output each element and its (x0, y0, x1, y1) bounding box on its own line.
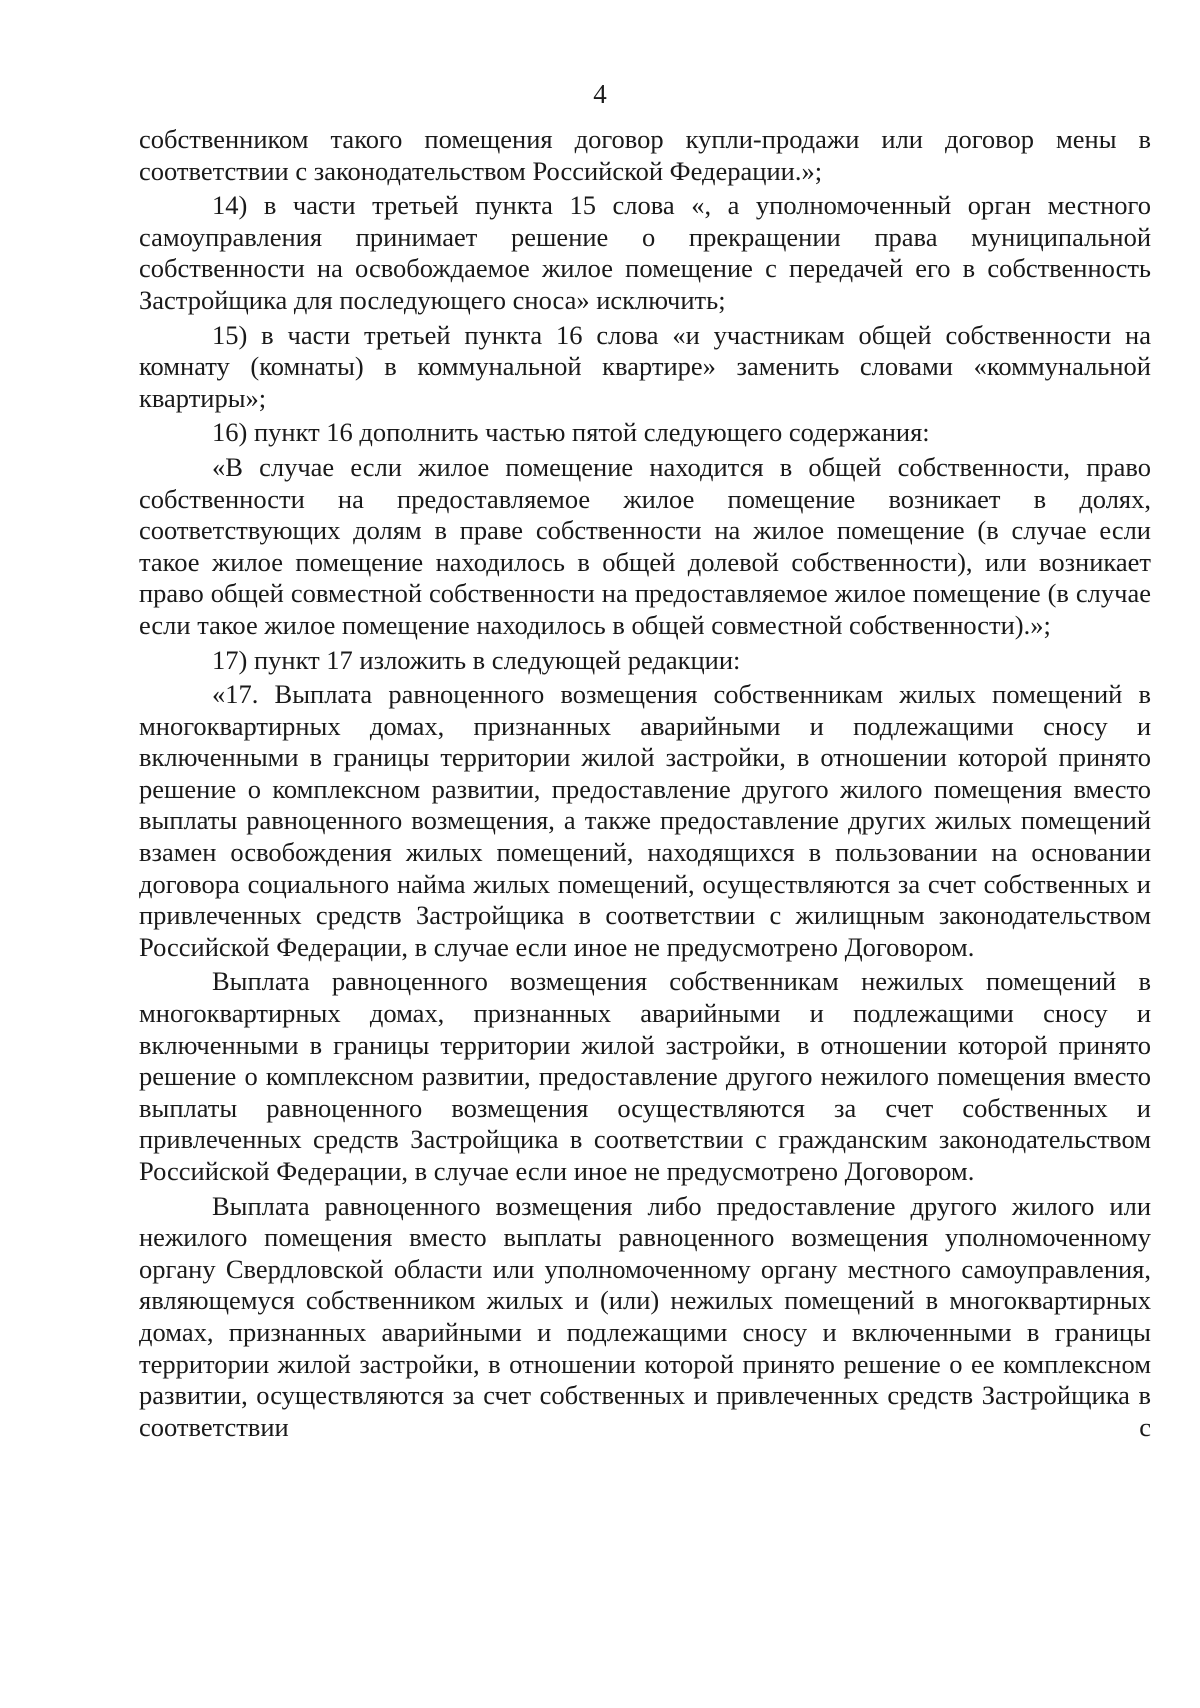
paragraph: собственником такого помещения договор купли-продажи или договор мены в соответствии с законодательством Российской Федерации.»; (139, 124, 1151, 186)
paragraph: «В случае если жилое помещение находится в общей собственности, право собственности на предоставляемое жилое помещение возникает в долях, соответствующих долям в праве собственности на жилое помещение (в случае если такое жилое помещение находилось в общей долевой собственности), или возникает право общей совместной собственности на предоставляемое жилое помещение (в случае если такое жилое помещение находилось в общей совместной собственности).»; (139, 451, 1151, 640)
paragraph: Выплата равноценного возмещения собственникам нежилых помещений в многоквартирных домах, признанных аварийными и подлежащими сносу и включенными в границы территории жилой застройки, в отношении которой принято решение о комплексном развитии, предоставление другого нежилого помещения вместо выплаты равноценного возмещения осуществляются за счет собственных и привлеченных средств Застройщика в соответствии с гражданским законодательством Российской Федерации, в случае если иное не предусмотрено Договором. (139, 966, 1151, 1186)
paragraph: 17) пункт 17 изложить в следующей редакции: (212, 644, 741, 675)
paragraph: 14) в части третьей пункта 15 слова «, а уполномоченный орган местного самоуправления принимает решение о прекращении права муниципальной собственности на освобождаемое жилое помещение с передачей его в собственность Застройщика для последующего сноса» исключить; (139, 190, 1151, 315)
paragraph: 16) пункт 16 дополнить частью пятой следующего содержания: (212, 417, 930, 448)
page-number: 4 (593, 79, 607, 109)
paragraph: 15) в части третьей пункта 16 слова «и участникам общей собственности на комнату (комнаты) в коммунальной квартире» заменить словами «коммунальной квартиры»; (139, 319, 1151, 413)
paragraph: Выплата равноценного возмещения либо предоставление другого жилого или нежилого помещения вместо выплаты равноценного возмещения уполномоченному органу Свердловской области или уполномоченному органу местного самоуправления, являющемуся собственником жилых и (или) нежилых помещений в многоквартирных домах, признанных аварийными и подлежащими сносу и включенными в границы территории жилой застройки, в отношении которой принято решение о ее комплексном развитии, осуществляются за счет собственных и привлеченных средств Застройщика в соответствии с (139, 1190, 1151, 1442)
paragraph: «17. Выплата равноценного возмещения собственникам жилых помещений в многоквартирных домах, признанных аварийными и подлежащими сносу и включенными в границы территории жилой застройки, в отношении которой принято решение о комплексном развитии, предоставление другого жилого помещения вместо выплаты равноценного возмещения, а также предоставление других жилых помещений взамен освобождения жилых помещений, находящихся в пользовании на основании договора социального найма жилых помещений, осуществляются за счет собственных и привлеченных средств Застройщика в соответствии с жилищным законодательством Российской Федерации, в случае если иное не предусмотрено Договором. (139, 679, 1151, 962)
document-body (139, 124, 1151, 1446)
